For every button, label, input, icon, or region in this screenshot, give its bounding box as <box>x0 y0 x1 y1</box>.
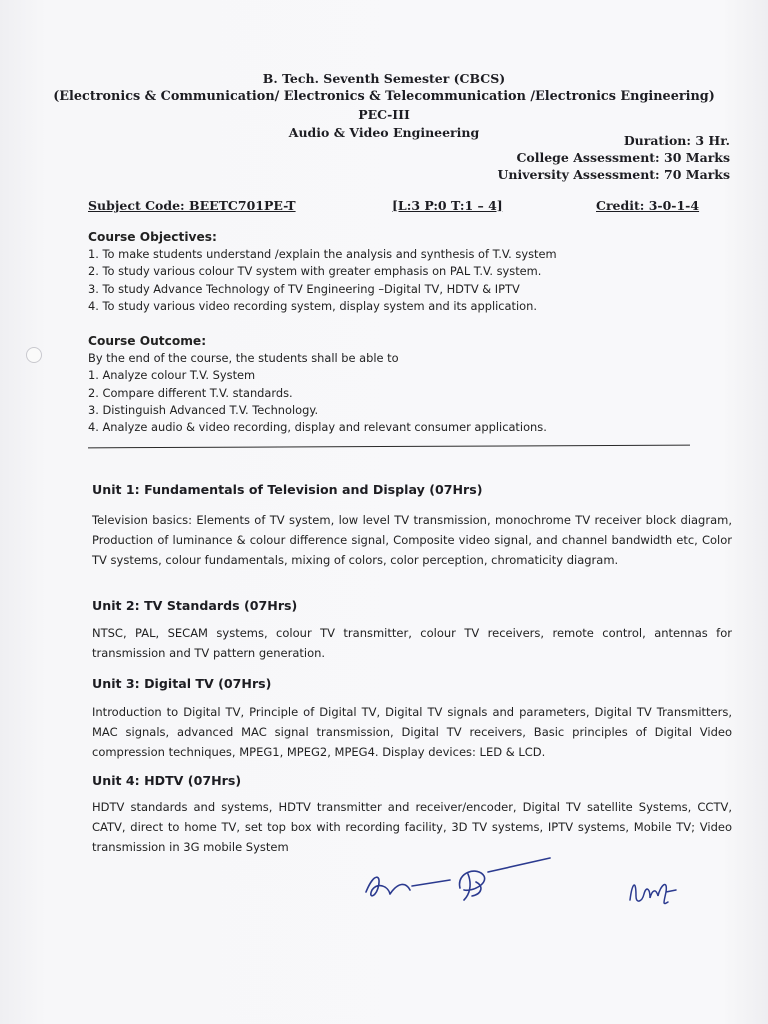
punch-hole-mark <box>26 347 42 363</box>
list-item: 3. Distinguish Advanced T.V. Technology. <box>88 402 319 417</box>
outcome-title: Course Outcome: <box>88 334 207 348</box>
signature-two-icon <box>624 866 684 916</box>
subject-code: Subject Code: BEETC701PE-T <box>88 198 296 213</box>
unit-4-body: HDTV standards and systems, HDTV transmitter and receiver/encoder, Digital TV satellite Systems, CCTV, CATV, direct to home TV, set top box with recording facility, 3D TV systems, IPTV systems, Mobile TV; Video transmission in 3G mobile System <box>92 800 732 854</box>
list-item: 2. To study various colour TV system with greater emphasis on PAL T.V. system. <box>88 264 542 279</box>
subject-ltp: [L:3 P:0 T:1 – 4] <box>392 198 503 213</box>
outcome-list <box>88 367 736 436</box>
list-item: 1. Analyze colour T.V. System <box>88 368 256 383</box>
header-semester: B. Tech. Seventh Semester (CBCS) <box>262 71 506 86</box>
objectives-title: Course Objectives: <box>88 230 217 244</box>
subject-row <box>88 198 728 216</box>
unit-4-title: Unit 4: HDTV (07Hrs) <box>92 773 242 788</box>
unit-3-body: Introduction to Digital TV, Principle of Digital TV, Digital TV signals and parameters, Digital TV Transmitters, MAC signals, advanced MAC signal transmission, Digital TV receivers, Basic principles of Digital Video compression techniques, MPEG1, MPEG2, MPEG4. Display devices: LED & LCD. <box>92 705 732 759</box>
list-item: 2. Compare different T.V. standards. <box>88 385 293 400</box>
section-divider <box>88 445 690 449</box>
list-item: 1. To make students understand /explain the analysis and synthesis of T.V. system <box>88 247 557 262</box>
course-outcome <box>88 333 736 436</box>
list-item: 4. Analyze audio & video recording, display and relevant consumer applications. <box>88 420 547 435</box>
duration-text: Duration: 3 Hr. <box>623 133 730 148</box>
header-branches: (Electronics & Communication/ Electronics & Telecommunication /Electronics Engineering) <box>53 89 715 104</box>
list-item: 4. To study various video recording system, display system and its application. <box>88 298 537 313</box>
unit-2-body: NTSC, PAL, SECAM systems, colour TV transmitter, colour TV receivers, remote control, antennas for transmission and TV pattern generation. <box>92 626 732 660</box>
header-subject-name: Audio & Video Engineering <box>288 125 480 140</box>
university-assessment-text: University Assessment: 70 Marks <box>497 167 730 182</box>
subject-credit: Credit: 3-0-1-4 <box>596 198 700 213</box>
assessment-block <box>498 132 731 183</box>
unit-1-body: Television basics: Elements of TV system, low level TV transmission, monochrome TV receiver block diagram, Production of luminance & colour difference signal, Composite video signal, and channel bandwidth etc, Color TV systems, colour fundamentals, mixing of colors, color perception, chromaticity diagram. <box>92 513 732 567</box>
course-objectives <box>88 229 736 315</box>
signature-one-icon <box>360 852 560 912</box>
objectives-list <box>88 246 736 315</box>
college-assessment-text: College Assessment: 30 Marks <box>516 150 730 165</box>
unit-1-title: Unit 1: Fundamentals of Television and Display (07Hrs) <box>92 482 483 497</box>
unit-2-title: Unit 2: TV Standards (07Hrs) <box>92 598 298 613</box>
unit-3-title: Unit 3: Digital TV (07Hrs) <box>92 676 272 691</box>
header-course-type: PEC-III <box>358 107 410 122</box>
outcome-intro: By the end of the course, the students shall be able to <box>88 351 399 366</box>
list-item: 3. To study Advance Technology of TV Engineering –Digital TV, HDTV & IPTV <box>88 281 520 296</box>
